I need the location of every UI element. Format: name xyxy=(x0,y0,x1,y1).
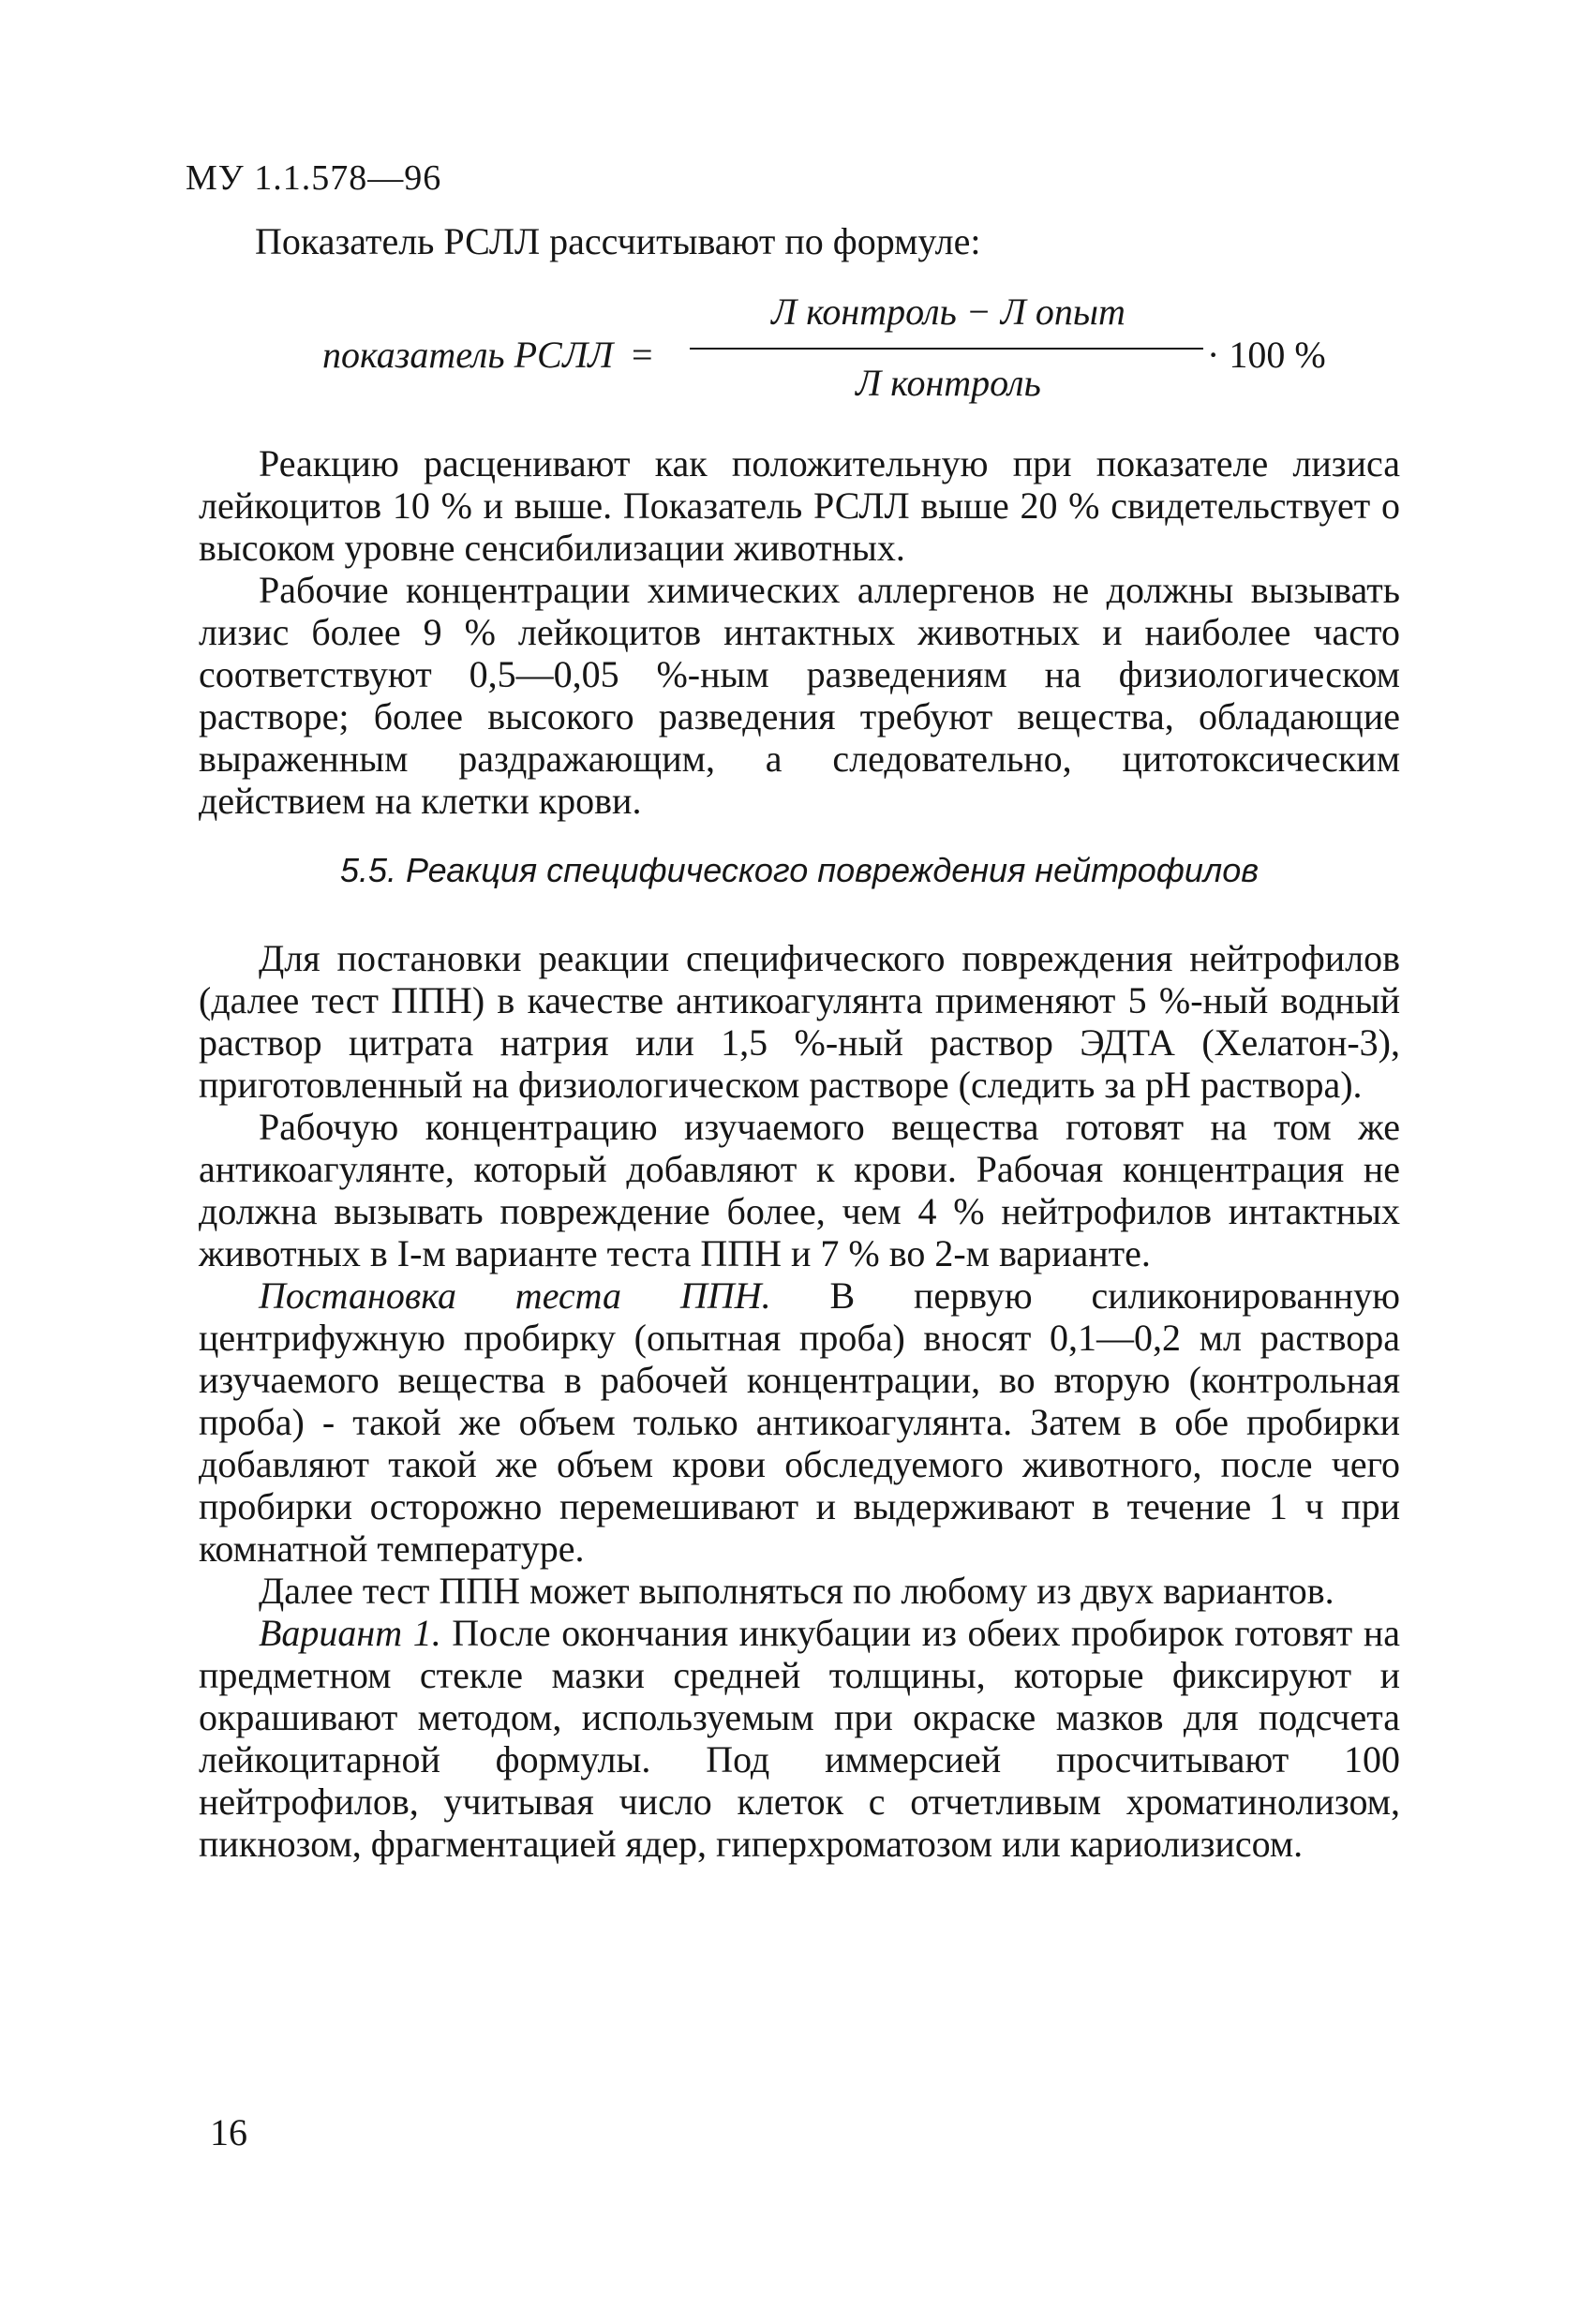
paragraph xyxy=(199,937,1400,1106)
paragraph-text: Рабочую концентрацию изучаемого вещества готовят на том же антикоагулянте, который добавляют к крови. Рабочая концентрация не должна вызывать повреждение более, чем 4 % нейтрофилов интактных животных в I-м варианте теста ППН и 7 % во 2-м варианте. xyxy=(199,1106,1400,1274)
page-number: 16 xyxy=(210,2111,247,2153)
paragraph: Рабочие концентрации химических аллергенов не должны вызывать лизис более 9 % лейкоцитов интактных животных и наиболее часто соответствуют 0,5—0,05 %-ным разведениям на физиологическом растворе; более высокого разведения требуют вещества, обладающие выраженным раздражающим, а следовательно, цитотоксическим действием на клетки крови. xyxy=(199,569,1400,822)
paragraph-text: После окончания инкубации из обеих пробирок готовят на предметном стекле мазки средней толщины, которые фиксируют и окрашивают методом, используемым при окраске мазков для подсчета лейкоцитарной формулы. Под иммерсией просчитывают 100 нейтрофилов, учитывая число клеток с отчетливым хроматинолизом, пикнозом, фрагментацией ядер, гиперхроматозом или кариолизисом. xyxy=(199,1612,1400,1865)
paragraph-text: Для постановки реакции специфического повреждения нейтрофилов (далее тест ППН) в качестве антикоагулянта применяют 5 %-ный водный раствор цитрата натрия или 1,5 %-ный раствор ЭДТА (Хелатон-3), приготовленный на физиологическом растворе (следить за pH раствора). xyxy=(199,937,1400,1106)
formula-factor: · 100 % xyxy=(1207,334,1326,376)
formula-lhs: показатель РСЛЛ xyxy=(322,334,614,376)
document-code: МУ 1.1.578—96 xyxy=(186,158,442,198)
paragraph-lead: Постановка теста ППН. xyxy=(259,1274,771,1317)
paragraph: Реакцию расценивают как положительную при показателе лизиса лейкоцитов 10 % и выше. Показатель РСЛЛ выше 20 % свидетельствует о высоком уровне сенсибилизации животных. xyxy=(199,442,1400,569)
fraction-bar xyxy=(690,348,1203,350)
paragraph-text: В первую силиконированную центрифужную пробирку (опытная проба) вносят 0,1—0,2 мл раствора изучаемого вещества в рабочей концентрации, во вторую (контрольная проба) - такой же объем только антикоагулянта. Затем в обе пробирки добавляют такой же объем крови обследуемого животного, после чего пробирки осторожно перемешивают и выдерживают в течение 1 ч при комнатной температуре. xyxy=(199,1274,1401,1570)
paragraph xyxy=(199,1570,1400,1612)
formula-intro: Показатель РСЛЛ рассчитывают по формуле: xyxy=(255,220,981,262)
paragraph-text: Далее тест ППН может выполняться по любому из двух вариантов. xyxy=(259,1570,1334,1612)
formula-denominator: Л контроль xyxy=(856,362,1041,404)
paragraph-lead: Вариант 1. xyxy=(259,1612,441,1654)
paragraph xyxy=(199,1612,1400,1865)
text-block-rsll xyxy=(199,442,1400,822)
formula xyxy=(322,290,1353,417)
formula-numerator: Л контроль − Л опыт xyxy=(771,290,1125,333)
paragraph xyxy=(199,1106,1400,1274)
section-heading: 5.5. Реакция специфического повреждения нейтрофилов xyxy=(339,851,1259,889)
text-block-ppn xyxy=(199,937,1400,1865)
formula-equals: = xyxy=(632,334,653,376)
paragraph xyxy=(199,1274,1400,1570)
